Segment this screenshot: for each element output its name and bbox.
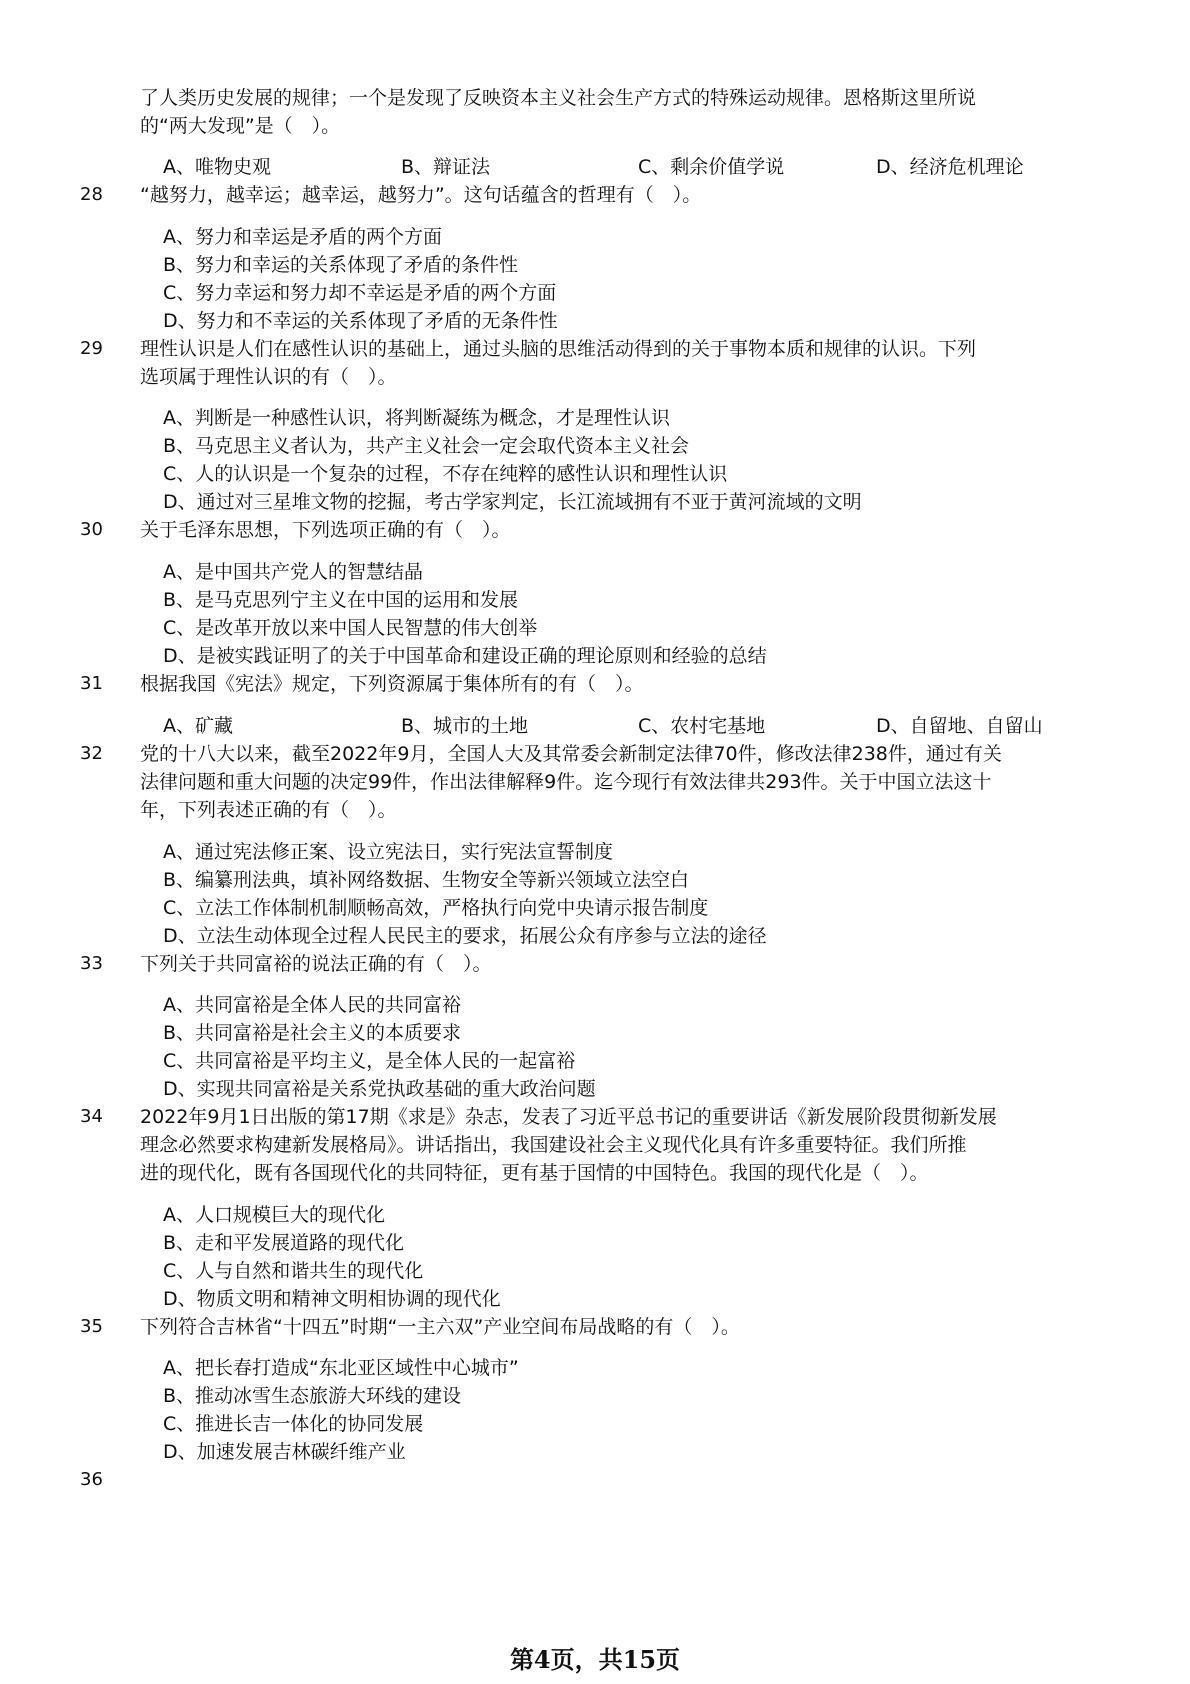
q27-option-c: C、剩余价值学说 [638,156,785,178]
q27-stem-line-1: 了人类历史发展的规律；一个是发现了反映资本主义社会生产方式的特殊运动规律。恩格斯这里所说 [140,87,977,109]
q29-stem-line-1: 理性认识是人们在感性认识的基础上，通过头脑的思维活动得到的关于事物本质和规律的认识。下列 [140,338,977,360]
q30-option-a: A、是中国共产党人的智慧结晶 [163,561,423,583]
q28-option-c: C、努力幸运和努力却不幸运是矛盾的两个方面 [163,282,557,304]
q28-number: 28 [80,184,103,205]
q33-number: 33 [80,953,103,974]
q28-option-d: D、努力和不幸运的关系体现了矛盾的无条件性 [163,310,558,332]
q34-stem-line-2: 理念必然要求构建新发展格局》。讲话指出，我国建设社会主义现代化具有许多重要特征。我们所推 [140,1134,967,1156]
q33-option-a: A、共同富裕是全体人民的共同富裕 [163,994,461,1016]
q29-option-c: C、人的认识是一个复杂的过程，不存在纯粹的感性认识和理性认识 [163,463,728,485]
q31-option-d: D、自留地、自留山 [876,715,1043,737]
q35-number: 35 [80,1316,103,1337]
q32-option-c: C、立法工作体制机制顺畅高效，严格执行向党中央请示报告制度 [163,897,709,919]
q32-stem-line-1: 党的十八大以来，截至2022年9月，全国人大及其常委会新制定法律70件，修改法律238件，通过有关 [140,743,1002,765]
q30-stem-line-1: 关于毛泽东思想，下列选项正确的有（ ）。 [140,519,511,541]
q27-option-d: D、经济危机理论 [876,156,1024,178]
q35-option-c: C、推进长吉一体化的协同发展 [163,1413,424,1435]
q27-option-b: B、辩证法 [401,156,491,178]
q35-option-b: B、推动冰雪生态旅游大环线的建设 [163,1385,462,1407]
q31-stem-line-1: 根据我国《宪法》规定，下列资源属于集体所有的有（ ）。 [140,673,644,695]
q32-option-a: A、通过宪法修正案、设立宪法日，实行宪法宣誓制度 [163,841,613,863]
q34-option-a: A、人口规模巨大的现代化 [163,1204,385,1226]
q30-option-b: B、是马克思列宁主义在中国的运用和发展 [163,589,519,611]
q29-number: 29 [80,338,103,359]
q29-option-a: A、判断是一种感性认识，将判断凝练为概念，才是理性认识 [163,407,670,429]
q31-option-a: A、矿藏 [163,715,233,737]
q34-number: 34 [80,1106,103,1127]
q31-option-b: B、城市的土地 [401,715,529,737]
q35-option-d: D、加速发展吉林碳纤维产业 [163,1441,406,1463]
q34-stem-line-3: 进的现代化，既有各国现代化的共同特征，更有基于国情的中国特色。我国的现代化是（ ）。 [140,1162,929,1184]
q34-stem-line-1: 2022年9月1日出版的第17期《求是》杂志，发表了习近平总书记的重要讲话《新发展阶段贯彻新发展 [140,1106,997,1128]
q29-stem-line-2: 选项属于理性认识的有（ ）。 [140,366,397,388]
q33-option-c: C、共同富裕是平均主义，是全体人民的一起富裕 [163,1050,576,1072]
q34-option-b: B、走和平发展道路的现代化 [163,1232,405,1254]
q28-option-a: A、努力和幸运是矛盾的两个方面 [163,226,442,248]
q28-stem-line-1: “越努力，越幸运；越幸运，越努力”。这句话蕴含的哲理有（ ）。 [140,184,702,206]
q28-option-b: B、努力和幸运的关系体现了矛盾的条件性 [163,254,519,276]
q32-option-b: B、编纂刑法典，填补网络数据、生物安全等新兴领域立法空白 [163,869,690,891]
q30-option-d: D、是被实践证明了的关于中国革命和建设正确的理论原则和经验的总结 [163,645,767,667]
q31-number: 31 [80,673,103,694]
q30-number: 30 [80,519,103,540]
q35-option-a: A、把长春打造成“东北亚区域性中心城市” [163,1357,519,1379]
q27-option-a: A、唯物史观 [163,156,271,178]
q32-option-d: D、立法生动体现全过程人民民主的要求，拓展公众有序参与立法的途径 [163,925,767,947]
q33-option-b: B、共同富裕是社会主义的本质要求 [163,1022,462,1044]
q29-option-b: B、马克思主义者认为，共产主义社会一定会取代资本主义社会 [163,435,690,457]
page-number-footer: 第4页，共15页 [509,1645,681,1674]
q33-option-d: D、实现共同富裕是关系党执政基础的重大政治问题 [163,1078,596,1100]
q27-stem-line-2: 的“两大发现”是（ ）。 [140,115,341,137]
q34-option-c: C、人与自然和谐共生的现代化 [163,1260,424,1282]
q32-stem-line-3: 年，下列表述正确的有（ ）。 [140,799,397,821]
q36-number: 36 [80,1469,103,1490]
q30-option-c: C、是改革开放以来中国人民智慧的伟大创举 [163,617,538,639]
q34-option-d: D、物质文明和精神文明相协调的现代化 [163,1288,501,1310]
q32-stem-line-2: 法律问题和重大问题的决定99件，作出法律解释9件。迄今现行有效法律共293件。关于中国立法这十 [140,771,992,793]
q33-stem-line-1: 下列关于共同富裕的说法正确的有（ ）。 [140,953,492,975]
q32-number: 32 [80,743,103,764]
q29-option-d: D、通过对三星堆文物的挖掘，考古学家判定，长江流域拥有不亚于黄河流域的文明 [163,491,862,513]
q31-option-c: C、农村宅基地 [638,715,766,737]
q35-stem-line-1: 下列符合吉林省“十四五”时期“一主六双”产业空间布局战略的有（ ）。 [140,1316,740,1338]
